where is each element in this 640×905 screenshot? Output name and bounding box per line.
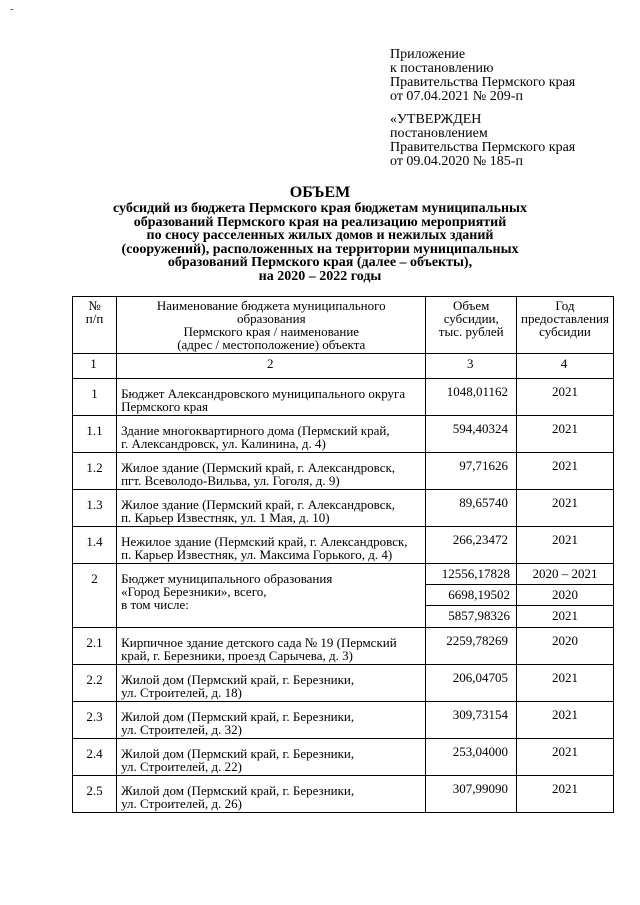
row-year: 2021 (516, 379, 613, 416)
annex-line: Правительства Пермского края (390, 75, 576, 90)
row-year (516, 564, 613, 628)
subtitle-line: субсидий из бюджета Пермского края бюджетам муниципальных (113, 201, 527, 216)
subsidy-table (72, 296, 614, 813)
row-amount: 307,99090 (426, 776, 517, 813)
row-name-line: Жилой дом (Пермский край, г. Березники, (121, 746, 355, 761)
row-number: 1.3 (73, 490, 117, 527)
row-number: 1.4 (73, 527, 117, 564)
row-amount: 206,04705 (426, 665, 517, 702)
header-line: субсидии (539, 324, 591, 339)
header-line: предоставления (520, 311, 609, 326)
table-row (73, 739, 614, 776)
annex-line: от 07.04.2021 № 209-п (390, 89, 523, 104)
row-number: 1.1 (73, 416, 117, 453)
subtitle-line: на 2020 – 2022 годы (258, 268, 382, 284)
row-amount: 1048,01162 (426, 379, 517, 416)
row-name (117, 453, 426, 490)
row-name-line: п. Карьер Известняк, ул. 1 Мая, д. 10) (121, 510, 330, 525)
header-year (516, 297, 613, 354)
year-value: 2020 (517, 585, 613, 606)
header-line: № (88, 298, 101, 313)
row-name-line: Здание многоквартирного дома (Пермский край, (121, 423, 390, 438)
row-year: 2021 (516, 776, 613, 813)
header-amount (426, 297, 517, 354)
row-amount: 266,23472 (426, 527, 517, 564)
row-name (117, 527, 426, 564)
table-row (73, 527, 614, 564)
row-name (117, 702, 426, 739)
column-number: 2 (117, 354, 426, 379)
table-row (73, 416, 614, 453)
row-name-line: «Город Березники», всего, (121, 584, 267, 599)
table-row (73, 490, 614, 527)
row-name (117, 379, 426, 416)
row-amount: 253,04000 (426, 739, 517, 776)
row-number: 2.1 (73, 628, 117, 665)
header-line: Объем (453, 298, 490, 313)
row-amount: 97,71626 (426, 453, 517, 490)
annex-block (390, 48, 575, 104)
row-name (117, 490, 426, 527)
annex-line: Приложение (390, 47, 466, 62)
header-line: Пермского края / наименование (183, 324, 360, 339)
header-name (117, 297, 426, 354)
table-row (73, 564, 614, 628)
row-name (117, 416, 426, 453)
subtitle-line: образований Пермского края на реализацию мероприятий (133, 214, 507, 230)
subtitle-line: (сооружений), расположенных на территории муниципальных (121, 241, 519, 257)
amount-value: 5857,98326 (448, 608, 510, 623)
header-line: Год (555, 298, 575, 313)
row-name-line: Жилой дом (Пермский край, г. Березники, (121, 783, 355, 798)
annex-line: к постановлению (390, 61, 494, 76)
approved-block (390, 113, 575, 169)
row-year: 2021 (516, 453, 613, 490)
row-number: 2.4 (73, 739, 117, 776)
approved-line: «УТВЕРЖДЕН (390, 112, 482, 127)
row-name-line: г. Александровск, ул. Калинина, д. 4) (121, 436, 326, 451)
row-name-line: Жилое здание (Пермский край, г. Александровск, (121, 460, 396, 475)
row-name-line: Жилой дом (Пермский край, г. Березники, (121, 672, 355, 687)
row-name-line: Жилое здание (Пермский край, г. Александровск, (121, 497, 396, 512)
row-name-line: ул. Строителей, д. 22) (121, 759, 242, 774)
row-name (117, 739, 426, 776)
row-name-line: Нежилое здание (Пермский край, г. Александровск, (121, 534, 408, 549)
row-number: 2.5 (73, 776, 117, 813)
document-subtitle (60, 202, 580, 283)
row-name (117, 564, 426, 628)
table-row (73, 665, 614, 702)
table-row (73, 702, 614, 739)
amount-value: 12556,17828 (426, 564, 516, 585)
row-amount: 594,40324 (426, 416, 517, 453)
row-amount: 89,65740 (426, 490, 517, 527)
subtitle-line: по сносу расселенных жилых домов и нежилых зданий (146, 228, 494, 243)
approved-line: постановлением (390, 126, 488, 141)
amount-value: 6698,19502 (426, 585, 516, 606)
header-line: Наименование бюджета муниципального образования (156, 298, 386, 326)
row-name-line: Кирпичное здание детского сада № 19 (Пермский (121, 635, 397, 650)
row-name-line: Пермского края (121, 399, 209, 414)
header-line: (адрес / местоположение) объекта (177, 337, 366, 352)
scan-mark: - (10, 4, 15, 15)
subtitle-line: образований Пермского края (далее – объекты), (167, 255, 473, 270)
year-value: 2020 – 2021 (517, 564, 613, 585)
row-number: 1 (73, 379, 117, 416)
row-name (117, 776, 426, 813)
row-year: 2021 (516, 702, 613, 739)
header-line: тыс. рублей (438, 324, 504, 339)
table-row (73, 379, 614, 416)
row-year: 2020 (516, 628, 613, 665)
row-amount: 309,73154 (426, 702, 517, 739)
approved-line: от 09.04.2020 № 185-п (390, 154, 523, 169)
row-name-line: пгт. Всеволодо-Вильва, ул. Гоголя, д. 9) (121, 473, 340, 488)
table-row (73, 628, 614, 665)
row-year: 2021 (516, 527, 613, 564)
row-name-line: край, г. Березники, проезд Сарычева, д. 3) (121, 648, 353, 663)
row-amount (426, 564, 517, 628)
header-line: п/п (85, 311, 104, 326)
row-name-line: в том числе: (121, 597, 189, 612)
column-number: 3 (426, 354, 517, 379)
document-title: ОБЪЕМ (289, 184, 351, 201)
approved-line: Правительства Пермского края (390, 140, 576, 155)
header-number (73, 297, 117, 354)
row-year: 2021 (516, 665, 613, 702)
table-row (73, 453, 614, 490)
row-year: 2021 (516, 490, 613, 527)
column-number: 1 (73, 354, 117, 379)
row-number: 2.3 (73, 702, 117, 739)
row-number: 2.2 (73, 665, 117, 702)
row-number: 1.2 (73, 453, 117, 490)
header-line: субсидии, (443, 311, 499, 326)
row-amount: 2259,78269 (426, 628, 517, 665)
row-name-line: Бюджет Александровского муниципального округа (121, 386, 406, 401)
row-number: 2 (73, 564, 117, 628)
row-name (117, 628, 426, 665)
row-name-line: ул. Строителей, д. 32) (121, 722, 242, 737)
table-row (73, 776, 614, 813)
row-name (117, 665, 426, 702)
year-value: 2021 (551, 608, 578, 623)
row-name-line: Бюджет муниципального образования (121, 571, 333, 586)
row-year: 2021 (516, 739, 613, 776)
column-number: 4 (516, 354, 613, 379)
row-name-line: ул. Строителей, д. 26) (121, 796, 242, 811)
row-year: 2021 (516, 416, 613, 453)
column-number-row (73, 354, 614, 379)
row-name-line: п. Карьер Известняк, ул. Максима Горького, д. 4) (121, 547, 393, 562)
row-name-line: ул. Строителей, д. 18) (121, 685, 242, 700)
row-name-line: Жилой дом (Пермский край, г. Березники, (121, 709, 355, 724)
